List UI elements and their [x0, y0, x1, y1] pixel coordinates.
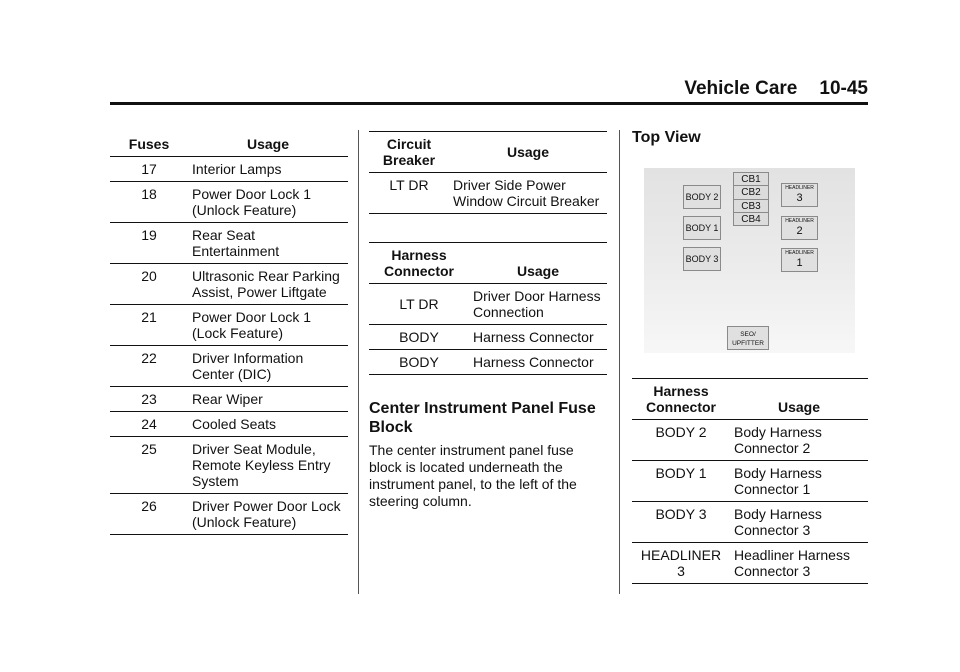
- cb1-label: CB1: [734, 173, 768, 186]
- table-row: [369, 350, 607, 375]
- connector-id: BODY: [369, 350, 469, 375]
- connector-id: HEADLINER 3: [632, 543, 730, 584]
- circuit-breaker-table: [369, 131, 607, 214]
- table-row: [632, 420, 868, 461]
- headliner-2-connector: [781, 216, 818, 240]
- center-section-body: The center instrument panel fuse block is located underneath the instrument panel, to the left of the steering column.: [369, 442, 577, 509]
- table-row: [369, 173, 607, 214]
- top-view-title: Top View: [632, 129, 701, 146]
- fuse-usage: Power Door Lock 1 (Lock Feature): [188, 305, 348, 346]
- fuse-usage: Interior Lamps: [188, 157, 348, 182]
- connector-usage: Headliner Harness Connector 3: [730, 543, 868, 584]
- page-number: 10-45: [819, 78, 868, 99]
- column-divider-right: [619, 130, 620, 594]
- headliner-3-word: HEADLINER: [785, 185, 814, 191]
- connector-id: BODY 3: [632, 502, 730, 543]
- usage-col-header: Usage: [188, 132, 348, 157]
- fuse-number: 19: [110, 223, 188, 264]
- body-1-connector: [683, 216, 721, 240]
- table-row: [369, 325, 607, 350]
- usage-col-header: Usage: [469, 243, 607, 284]
- cb3-label: CB3: [734, 200, 768, 213]
- circuit-breaker-stack: [733, 172, 769, 226]
- usage-col-header: Usage: [730, 379, 868, 420]
- headliner-1-connector: [781, 248, 818, 272]
- connector-usage: Body Harness Connector 1: [730, 461, 868, 502]
- seo-upfitter-connector: [727, 326, 769, 350]
- body-2-connector: [683, 185, 721, 209]
- headliner-2-number: 2: [796, 225, 803, 237]
- fuse-number: 21: [110, 305, 188, 346]
- connector-usage: Driver Door Harness Connection: [469, 284, 607, 325]
- headliner-2-word: HEADLINER: [785, 218, 814, 224]
- table-row: [369, 284, 607, 325]
- fuse-number: 18: [110, 182, 188, 223]
- breaker-id: LT DR: [369, 173, 449, 214]
- connector-usage: Harness Connector: [469, 350, 607, 375]
- headliner-1-number: 1: [796, 257, 803, 269]
- headliner-1-word: HEADLINER: [785, 250, 814, 256]
- harness-table-header: [369, 243, 607, 284]
- seo-upfitter-label: SEO/ UPFITTER: [732, 331, 764, 347]
- cb2-label: CB2: [734, 186, 768, 199]
- body-3-connector: [683, 247, 721, 271]
- fuse-table: [110, 132, 348, 535]
- harness-table-right: [632, 378, 868, 584]
- connector-id: BODY 1: [632, 461, 730, 502]
- table-row: [110, 346, 348, 387]
- table-row: [632, 502, 868, 543]
- table-row: [632, 461, 868, 502]
- harness-table-middle: [369, 242, 607, 375]
- table-row: [110, 387, 348, 412]
- body-1-label: BODY 1: [685, 223, 719, 233]
- fuse-usage: Driver Seat Module, Remote Keyless Entry System: [188, 437, 348, 494]
- connector-col-header: Harness Connector: [369, 243, 469, 284]
- connector-usage: Harness Connector: [469, 325, 607, 350]
- fuse-usage: Driver Information Center (DIC): [188, 346, 348, 387]
- column-divider-left: [358, 130, 359, 594]
- fuse-number: 20: [110, 264, 188, 305]
- table-row: [110, 223, 348, 264]
- fuse-number: 23: [110, 387, 188, 412]
- body-2-label: BODY 2: [685, 192, 719, 202]
- table-row: [110, 305, 348, 346]
- connector-usage: Body Harness Connector 2: [730, 420, 868, 461]
- body-3-label: BODY 3: [685, 254, 719, 264]
- breaker-col-header: Circuit Breaker: [369, 132, 449, 173]
- fuse-usage: Power Door Lock 1 (Unlock Feature): [188, 182, 348, 223]
- fuse-usage: Rear Wiper: [188, 387, 348, 412]
- fuse-col-header: Fuses: [110, 132, 188, 157]
- headliner-3-number: 3: [796, 192, 803, 204]
- fuse-block-diagram: [644, 168, 855, 353]
- fuse-usage: Rear Seat Entertainment: [188, 223, 348, 264]
- headliner-3-connector: [781, 183, 818, 207]
- fuse-usage: Ultrasonic Rear Parking Assist, Power Liftgate: [188, 264, 348, 305]
- fuse-table-header: [110, 132, 348, 157]
- connector-col-header: Harness Connector: [632, 379, 730, 420]
- header-rule: [110, 102, 868, 105]
- connector-id: BODY: [369, 325, 469, 350]
- cb4-label: CB4: [741, 213, 761, 225]
- table-row: [110, 494, 348, 535]
- breaker-usage: Driver Side Power Window Circuit Breaker: [449, 173, 607, 214]
- connector-usage: Body Harness Connector 3: [730, 502, 868, 543]
- section-title: Vehicle Care: [684, 78, 798, 99]
- fuse-number: 17: [110, 157, 188, 182]
- fuse-number: 26: [110, 494, 188, 535]
- connector-id: BODY 2: [632, 420, 730, 461]
- fuse-number: 24: [110, 412, 188, 437]
- harness-table-header: [632, 379, 868, 420]
- connector-id: LT DR: [369, 284, 469, 325]
- fuse-usage: Driver Power Door Lock (Unlock Feature): [188, 494, 348, 535]
- center-section-title: Center Instrument Panel Fuse Block: [369, 400, 596, 436]
- breaker-table-header: [369, 132, 607, 173]
- table-row: [110, 437, 348, 494]
- usage-col-header: Usage: [449, 132, 607, 173]
- fuse-usage: Cooled Seats: [188, 412, 348, 437]
- header-text: [684, 78, 868, 100]
- fuse-number: 22: [110, 346, 188, 387]
- table-row: [110, 157, 348, 182]
- table-row: [110, 412, 348, 437]
- page-header: [110, 78, 868, 104]
- fuse-number: 25: [110, 437, 188, 494]
- table-row: [110, 182, 348, 223]
- table-row: [632, 543, 868, 584]
- table-row: [110, 264, 348, 305]
